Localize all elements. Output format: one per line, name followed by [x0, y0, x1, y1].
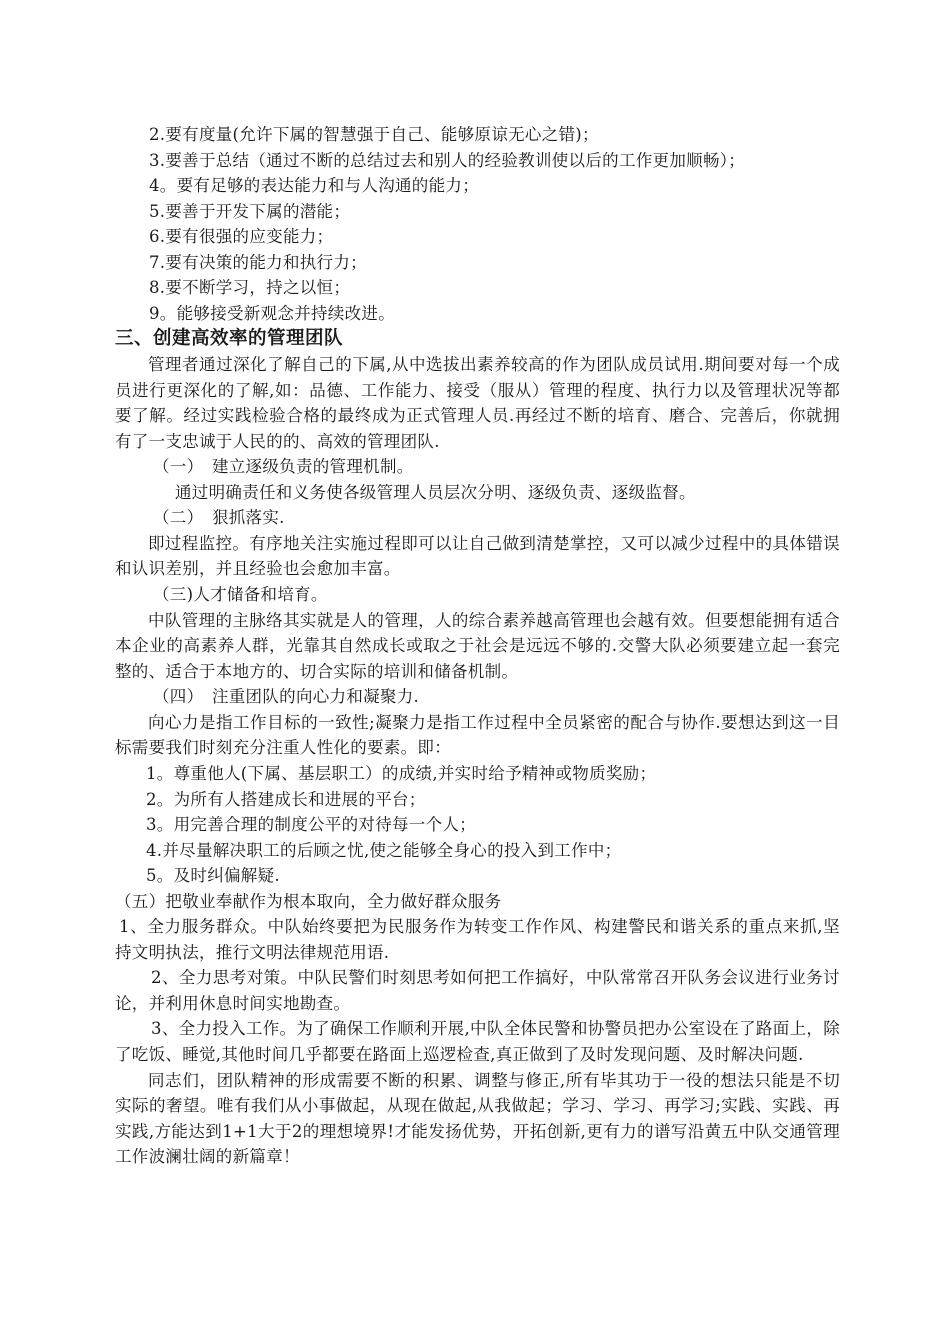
- list-item: 3.要善于总结（通过不断的总结过去和别人的经验教训使以后的工作更加顺畅）；: [149, 150, 746, 170]
- service-paragraph: 3、全力投入工作。为了确保工作顺利开展,中队全体民警和协警员把办公室设在了路面上，除了吃饭、睡觉,其他时间几乎都要在路面上巡逻检查,真正做到了及时发现问题、及时解决问题.: [115, 1019, 840, 1064]
- service-paragraph: 1、全力服务群众。中队始终要把为民服务作为转变工作作风、构建警民和谐关系的重点来抓,坚持文明执法，推行文明法律规范用语.: [115, 917, 840, 962]
- subsection-body: 通过明确责任和义务使各级管理人员层次分明、逐级负责、逐级监督。: [175, 482, 696, 502]
- cohesion-list: [115, 761, 840, 889]
- subsection-body: 向心力是指工作目标的一致性;凝聚力是指工作过程中全员紧密的配合与协作.要想达到这一目标需要我们时刻充分注重人性化的要素。即：: [115, 712, 840, 758]
- subsection-body: 中队管理的主脉络其实就是人的管理，人的综合素养越高管理也会越有效。但要想能拥有适合本企业的高素养人群，光靠其自然成长或取之于社会是远远不够的.交警大队必须要建立起一套完整的、适合于本地方的、切合实际的培训和储备机制。: [115, 610, 840, 681]
- subsection-title: （五）把敬业奉献作为根本取向，全力做好群众服务: [115, 891, 502, 911]
- quality-list: [115, 122, 840, 326]
- list-item: 2.要有度量(允许下属的智慧强于自己、能够原谅无心之错)；: [149, 125, 599, 144]
- document-page: [115, 122, 840, 1170]
- list-item: 5.要善于开发下属的潜能；: [149, 201, 351, 221]
- list-item: 3。用完善合理的制度公平的对待每一个人；: [146, 815, 476, 835]
- subsection-body: 即过程监控。有序地关注实施过程即可以让自己做到清楚掌控，又可以减少过程中的具体错误和认识差别，并且经验也会愈加丰富。: [115, 533, 840, 579]
- list-item: 7.要有决策的能力和执行力；: [149, 252, 367, 272]
- list-item: 4。要有足够的表达能力和与人沟通的能力；: [149, 176, 479, 195]
- list-item: 5。及时纠偏解疑.: [146, 866, 280, 886]
- list-item: 2。为所有人搭建成长和进展的平台；: [146, 789, 426, 809]
- subsection-title: （一） 建立逐级负责的管理机制。: [153, 457, 414, 477]
- list-item: 6.要有很强的应变能力；: [149, 227, 334, 246]
- subsection-title: （三)人才储备和培育。: [153, 585, 328, 605]
- section-heading: 三、创建高效率的管理团队: [115, 328, 344, 349]
- subsection-title: （四） 注重团队的向心力和凝聚力.: [153, 687, 420, 707]
- list-item: 8.要不断学习，持之以恒；: [149, 278, 351, 297]
- closing-paragraph: 同志们，团队精神的形成需要不断的积累、调整与修正,所有毕其功于一役的想法只能是不切实际的奢望。唯有我们从小事做起，从现在做起,从我做起；学习、学习、再学习;实践、实践、再实践,方能达到1+1大于2的理想境界!才能发扬优势，开拓创新,更有力的谱写沿黄五中队交通管理工作波澜壮阔的新篇章！: [115, 1070, 840, 1167]
- list-item: 4.并尽量解决职工的后顾之忧,使之能够全身心的投入到工作中；: [146, 840, 622, 860]
- list-item: 9。能够接受新观念并持续改进。: [149, 303, 395, 323]
- subsection-title: （二） 狠抓落实.: [153, 508, 285, 528]
- section-intro: 管理者通过深化了解自己的下属,从中选拔出素养较高的作为团队成员试用.期间要对每一个成员进行更深化的了解,如：品德、工作能力、接受（服从）管理的程度、执行力以及管理状况等都要了解。经过实践检验合格的最终成为正式管理人员.再经过不断的培育、磨合、完善后，你就拥有了一支忠诚于人民的的、高效的管理团队.: [115, 355, 840, 451]
- service-paragraph: 2、全力思考对策。中队民警们时刻思考如何把工作搞好，中队常常召开队务会议进行业务讨论，并利用休息时间实地勘查。: [115, 968, 840, 1013]
- list-item: 1。尊重他人(下属、基层职工）的成绩,并实时给予精神或物质奖励；: [146, 764, 657, 784]
